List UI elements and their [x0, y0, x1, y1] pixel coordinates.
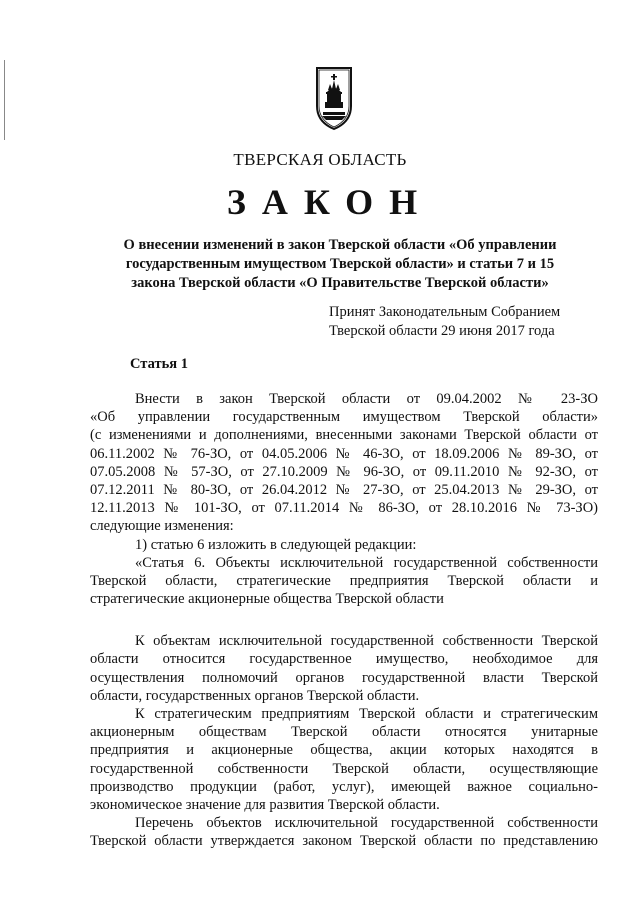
law-title-line: О внесении изменений в закон Тверской области «Об управлении — [123, 237, 557, 253]
paragraph-gap — [90, 608, 598, 632]
law-title-line: государственным имуществом Тверской области» и статьи 7 и 15 — [125, 256, 555, 272]
body-text-line: 12.11.2013 № 101-ЗО, от 07.11.2014 № 86-ЗО, от 28.10.2016 № 73-ЗО) — [90, 500, 598, 517]
body-text-line: «Об управлении государственным имуществом Тверской области» — [90, 409, 598, 426]
body-text-line: К объектам исключительной государственной собственности Тверской — [135, 633, 598, 650]
body-text-line: 06.11.2002 № 76-ЗО, от 04.05.2006 № 46-ЗО, от 18.09.2006 № 89-ЗО, от — [90, 445, 598, 462]
article-heading: Статья 1 — [130, 356, 188, 372]
body-text-line: 07.12.2011 № 80-ЗО, от 26.04.2012 № 27-ЗО, от 25.04.2013 № 29-ЗО, от — [90, 481, 598, 498]
body-text-line: К стратегическим предприятиям Тверской области и стратегическим — [135, 706, 598, 722]
adoption-note-line: Принят Законодательным Собранием — [329, 304, 561, 320]
body-text-line: осуществления полномочий органов государственной власти Тверской — [90, 669, 598, 686]
scan-edge-mark — [4, 60, 5, 140]
law-title — [95, 236, 585, 293]
body-text-line: (с изменениями и дополнениями, внесенными законами Тверской области от — [90, 427, 598, 444]
body-text-line: экономическое значение для развития Тверской области. — [90, 796, 440, 813]
body-text-line: Тверской области, стратегические предприятия Тверской области и — [90, 572, 598, 589]
body-text-line: государственной собственности Тверской области, осуществляющие — [90, 760, 598, 777]
document-type: ЗАКОН — [226, 182, 434, 222]
body-text-line: области, государственных органов Тверской области. — [90, 687, 420, 704]
body-text-line: Внести в закон Тверской области от 09.04.2002 № 23-ЗО — [135, 391, 598, 407]
body-text-line: области относится государственное имущество, необходимое для — [90, 651, 598, 668]
region-name: ТВЕРСКАЯ ОБЛАСТЬ — [233, 150, 407, 169]
body-text-line: Тверской области утверждается законом Тверской области по представлению — [90, 833, 598, 850]
law-title-line: закона Тверской области «О Правительстве Тверской области» — [131, 275, 549, 291]
article-body — [90, 390, 598, 851]
body-text-line: акционерным обществам Тверской области относятся унитарные — [90, 724, 598, 741]
body-text-line: 1) статью 6 изложить в следующей редакции: — [135, 536, 417, 553]
body-text-line: производство продукции (работ, услуг), имеющей важное социально- — [90, 778, 598, 795]
body-text-line: стратегические акционерные общества Тверской области — [90, 591, 444, 608]
body-text-line: «Статья 6. Объекты исключительной государственной собственности — [135, 554, 598, 571]
adoption-note — [329, 303, 560, 341]
body-text-line: предприятия и акционерные общества, акции которых находятся в — [90, 742, 598, 759]
coat-of-arms-icon — [314, 62, 354, 132]
body-text-line: следующие изменения: — [90, 518, 234, 535]
adoption-note-line: Тверской области 29 июня 2017 года — [329, 323, 555, 339]
body-text-line: Перечень объектов исключительной государственной собственности — [135, 815, 598, 832]
body-text-line: 07.05.2008 № 57-ЗО, от 27.10.2009 № 96-ЗО, от 09.11.2010 № 92-ЗО, от — [90, 463, 598, 480]
